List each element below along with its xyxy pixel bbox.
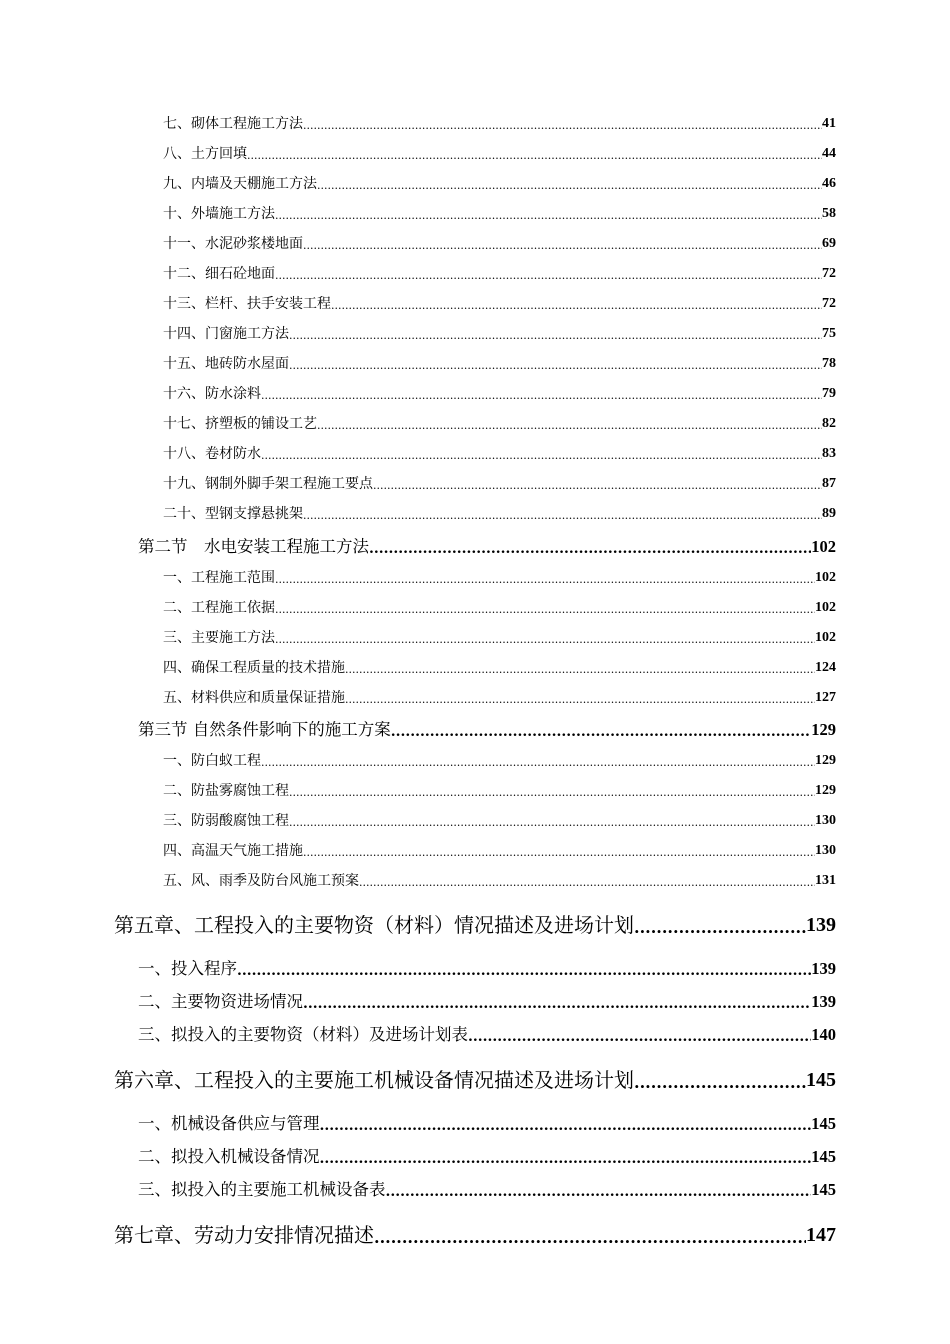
toc-entry-title: 三、拟投入的主要施工机械设备表 — [138, 1180, 386, 1199]
toc-chapter[interactable] — [114, 910, 836, 940]
toc-leader — [261, 448, 822, 464]
toc-entry[interactable] — [163, 598, 836, 618]
toc-entry[interactable] — [163, 144, 836, 164]
toc-entry-page: 46 — [822, 176, 836, 191]
toc-leader — [247, 148, 822, 164]
toc-section-title: 第二节 水电安装工程施工方法 — [138, 537, 369, 556]
toc-entry[interactable] — [163, 658, 836, 678]
toc-entry[interactable] — [163, 781, 836, 801]
toc-entry-title: 七、砌体工程施工方法 — [163, 116, 303, 132]
toc-entry-title: 十五、地砖防水屋面 — [163, 356, 289, 372]
toc-entry-page: 83 — [822, 446, 836, 461]
toc-leader — [261, 388, 822, 404]
toc-entry-page: 78 — [822, 356, 836, 371]
toc-entry-title: 二、主要物资进场情况 — [138, 992, 303, 1011]
toc-entry[interactable] — [163, 504, 836, 524]
toc-entry-page: 145 — [811, 1114, 836, 1133]
toc-entry[interactable] — [163, 841, 836, 861]
toc-entry-page: 124 — [815, 660, 836, 675]
toc-entry-page: 139 — [811, 959, 836, 978]
toc-leader — [386, 1182, 812, 1202]
toc-chapter-title: 第六章、工程投入的主要施工机械设备情况描述及进场计划 — [114, 1068, 634, 1092]
toc-entry[interactable] — [163, 688, 836, 708]
toc-entry-title: 二、防盐雾腐蚀工程 — [163, 783, 289, 799]
toc-leader — [303, 118, 822, 134]
toc-leader — [275, 208, 822, 224]
toc-entry[interactable] — [163, 384, 836, 404]
toc-leader — [275, 572, 815, 588]
toc-entry-title: 十、外墙施工方法 — [163, 206, 275, 222]
toc-section[interactable] — [138, 718, 836, 742]
toc-entry-title: 二、工程施工依据 — [163, 600, 275, 616]
toc-chapter-page: 139 — [806, 914, 836, 936]
toc-leader — [374, 1226, 806, 1250]
toc-entry[interactable] — [138, 1178, 836, 1202]
toc-entry-page: 102 — [815, 600, 836, 615]
toc-entry[interactable] — [138, 1023, 836, 1047]
toc-leader — [303, 508, 822, 524]
toc-entry[interactable] — [163, 628, 836, 648]
toc-leader — [320, 1149, 812, 1169]
toc-leader — [289, 328, 822, 344]
toc-entry-page: 129 — [815, 783, 836, 798]
toc-entry-page: 87 — [822, 476, 836, 491]
toc-entry-title: 三、主要施工方法 — [163, 630, 275, 646]
toc-entry[interactable] — [138, 957, 836, 981]
toc-entry-page: 89 — [822, 506, 836, 521]
toc-entry-page: 79 — [822, 386, 836, 401]
toc-entry-page: 102 — [815, 630, 836, 645]
toc-leader — [303, 845, 815, 861]
toc-entry-title: 十二、细石砼地面 — [163, 266, 275, 282]
toc-leader — [261, 755, 815, 771]
toc-section-page: 102 — [811, 537, 836, 556]
toc-entry-title: 十四、门窗施工方法 — [163, 326, 289, 342]
toc-leader — [331, 298, 822, 314]
toc-leader — [345, 692, 815, 708]
toc-entry-page: 130 — [815, 843, 836, 858]
toc-entry-title: 一、机械设备供应与管理 — [138, 1114, 320, 1133]
toc-entry[interactable] — [163, 474, 836, 494]
toc-entry-title: 一、防白蚁工程 — [163, 753, 261, 769]
toc-entry-page: 140 — [811, 1025, 836, 1044]
toc-entry-title: 十九、钢制外脚手架工程施工要点 — [163, 476, 373, 492]
toc-entry[interactable] — [163, 294, 836, 314]
toc-leader — [237, 961, 811, 981]
toc-entry-page: 41 — [822, 116, 836, 131]
toc-leader — [317, 178, 822, 194]
toc-entry[interactable] — [163, 234, 836, 254]
toc-entry-page: 72 — [822, 296, 836, 311]
toc-leader — [320, 1116, 812, 1136]
toc-entry-title: 四、高温天气施工措施 — [163, 843, 303, 859]
toc-entry-page: 145 — [811, 1147, 836, 1166]
toc-entry-title: 二、拟投入机械设备情况 — [138, 1147, 320, 1166]
toc-entry-title: 九、内墙及天棚施工方法 — [163, 176, 317, 192]
toc-entry-page: 131 — [815, 873, 836, 888]
toc-section-title: 第三节 自然条件影响下的施工方案 — [138, 720, 391, 739]
toc-entry[interactable] — [138, 990, 836, 1014]
toc-entry-page: 69 — [822, 236, 836, 251]
toc-entry-page: 127 — [815, 690, 836, 705]
toc-entry[interactable] — [138, 1145, 836, 1169]
toc-entry[interactable] — [163, 324, 836, 344]
toc-leader — [275, 268, 822, 284]
toc-section[interactable] — [138, 535, 836, 559]
toc-leader — [468, 1027, 811, 1047]
toc-entry-page: 58 — [822, 206, 836, 221]
toc-entry-title: 十三、栏杆、扶手安装工程 — [163, 296, 331, 312]
toc-leader — [369, 539, 811, 559]
toc-entry-page: 82 — [822, 416, 836, 431]
toc-entry-title: 五、材料供应和质量保证措施 — [163, 690, 345, 706]
toc-leader — [289, 785, 815, 801]
toc-entry[interactable] — [163, 871, 836, 891]
toc-chapter-page: 147 — [806, 1224, 836, 1246]
toc-entry[interactable] — [163, 354, 836, 374]
toc-entry[interactable] — [163, 444, 836, 464]
toc-entry-title: 十七、挤塑板的铺设工艺 — [163, 416, 317, 432]
toc-entry[interactable] — [163, 568, 836, 588]
toc-entry-page: 139 — [811, 992, 836, 1011]
toc-leader — [303, 994, 811, 1014]
toc-chapter-page: 145 — [806, 1069, 836, 1091]
toc-entry-page: 129 — [815, 753, 836, 768]
toc-chapter[interactable] — [114, 1065, 836, 1095]
toc-leader — [345, 662, 815, 678]
toc-entry-title: 十八、卷材防水 — [163, 446, 261, 462]
toc-entry-title: 四、确保工程质量的技术措施 — [163, 660, 345, 676]
toc-chapter-title: 第七章、劳动力安排情况描述 — [114, 1223, 374, 1247]
toc-section-page: 129 — [811, 720, 836, 739]
toc-leader — [391, 722, 812, 742]
toc-leader — [289, 815, 815, 831]
toc-entry[interactable] — [163, 204, 836, 224]
toc-leader — [289, 358, 822, 374]
toc-entry[interactable] — [163, 264, 836, 284]
toc-entry-page: 102 — [815, 570, 836, 585]
toc-leader — [634, 916, 806, 940]
toc-entry-page: 44 — [822, 146, 836, 161]
toc-entry-page: 75 — [822, 326, 836, 341]
toc-entry-title: 一、工程施工范围 — [163, 570, 275, 586]
toc-chapter-title: 第五章、工程投入的主要物资（材料）情况描述及进场计划 — [114, 913, 634, 937]
toc-entry[interactable] — [163, 811, 836, 831]
toc-entry-title: 二十、型钢支撑悬挑架 — [163, 506, 303, 522]
toc-chapter[interactable] — [114, 1220, 836, 1250]
toc-entry-page: 145 — [811, 1180, 836, 1199]
toc-entry-title: 三、拟投入的主要物资（材料）及进场计划表 — [138, 1025, 468, 1044]
toc-entry-page: 72 — [822, 266, 836, 281]
toc-leader — [303, 238, 822, 254]
toc-leader — [359, 875, 815, 891]
toc-entry[interactable] — [163, 174, 836, 194]
toc-entry[interactable] — [163, 414, 836, 434]
toc-leader — [317, 418, 822, 434]
toc-entry-title: 十六、防水涂料 — [163, 386, 261, 402]
toc-entry-title: 三、防弱酸腐蚀工程 — [163, 813, 289, 829]
toc-entry-title: 五、风、雨季及防台风施工预案 — [163, 873, 359, 889]
toc-entry-title: 八、土方回填 — [163, 146, 247, 162]
toc-entry-title: 十一、水泥砂浆楼地面 — [163, 236, 303, 252]
toc-leader — [634, 1071, 806, 1095]
toc-leader — [275, 632, 815, 648]
toc-leader — [373, 478, 822, 494]
toc-entry-title: 一、投入程序 — [138, 959, 237, 978]
toc-leader — [275, 602, 815, 618]
toc-entry[interactable] — [163, 751, 836, 771]
toc-entry[interactable] — [163, 114, 836, 134]
toc-entry[interactable] — [138, 1112, 836, 1136]
toc-entry-page: 130 — [815, 813, 836, 828]
